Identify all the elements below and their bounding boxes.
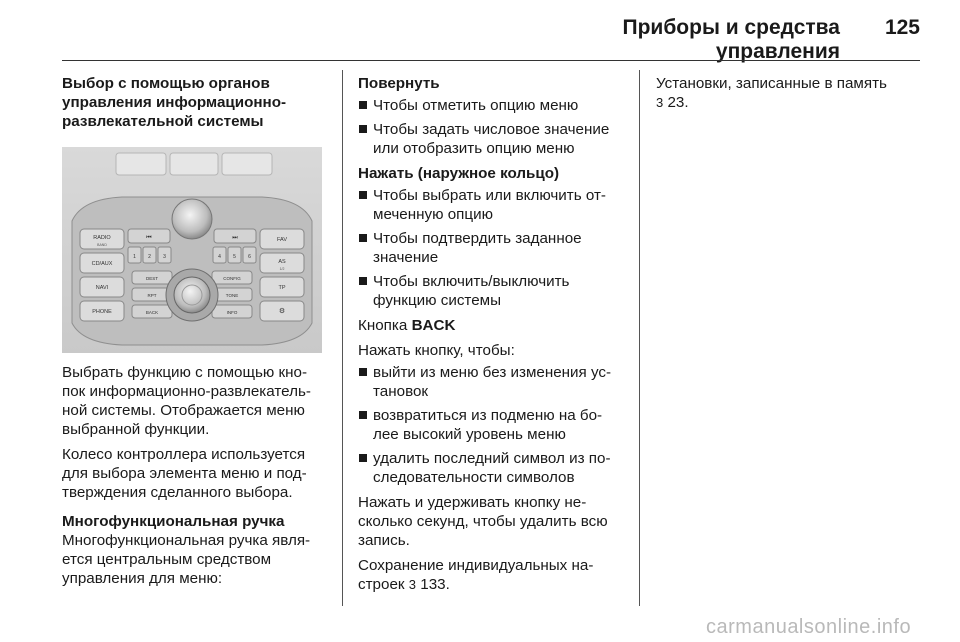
press-list: [358, 186, 626, 310]
preset-2-label: 2: [148, 254, 151, 260]
phone-label: PHONE: [92, 309, 112, 315]
page-reference-link[interactable]: 23.: [667, 94, 689, 111]
preset-1-label: 1: [133, 254, 136, 260]
seek-back-icon: ⏮: [146, 234, 152, 241]
press-button-text: Нажать кнопку, чтобы:: [358, 342, 515, 359]
column-divider-2: [639, 70, 640, 606]
column-divider-1: [342, 70, 343, 606]
page-number: 125: [884, 16, 920, 39]
column-3: [656, 74, 920, 112]
multifunction-knob[interactable]: [174, 277, 210, 313]
back-list: [358, 363, 626, 487]
turn-list: [358, 96, 626, 158]
bullet-icon: [359, 368, 367, 376]
save-settings-text: Сохранение индивидуальных на-строек 3 133.: [358, 557, 594, 593]
bullet-icon: [359, 191, 367, 199]
radio-label: RADIO: [93, 235, 111, 241]
preset-buttons-left: [128, 247, 171, 263]
bullet-icon: [359, 411, 367, 419]
as-label: AS: [278, 259, 286, 265]
rpt-label: RPT: [147, 293, 157, 298]
tp-label: TP: [278, 285, 286, 291]
preset-5-label: 5: [233, 254, 236, 260]
column-1: [62, 74, 327, 588]
info-label: INFO: [226, 310, 238, 315]
memory-settings-text: Установки, записанные в память 3 23.: [656, 75, 887, 111]
reference-arrow-icon: 3: [408, 577, 417, 592]
paragraph-wheel: Колесо контроллера используется для выбора элемента меню и под-тверждения сделанного выбора.: [62, 446, 307, 501]
control-panel-figure: [62, 147, 322, 353]
button-back-heading: Кнопка BACK: [358, 317, 456, 334]
reference-arrow-icon: 3: [656, 95, 664, 110]
preset-6-label: 6: [248, 254, 251, 260]
header-divider: [62, 60, 920, 61]
fav-label: FAV: [277, 237, 287, 243]
subheading-knob: Многофункциональная ручка: [62, 513, 285, 530]
list-item: Чтобы включить/выключить функцию системы: [358, 272, 626, 310]
preset-3-label: 3: [163, 254, 166, 260]
as-sub-label: 1/2: [279, 267, 285, 271]
preset-buttons-right: [213, 247, 256, 263]
list-item: Чтобы подтвердить заданное значение: [358, 229, 626, 267]
paragraph-buttons: Выбрать функцию с помощью кно-пок информационно-развлекатель-ной системы. Отображается меню выбранной функции.: [62, 364, 311, 438]
bullet-icon: [359, 234, 367, 242]
section-heading: Выбор с помощью органов управления информационно-развлекательной системы: [62, 75, 287, 130]
tone-label: TONE: [225, 293, 239, 298]
settings-icon: ⚙: [278, 307, 286, 315]
column-2: [358, 74, 626, 594]
config-label: CONFIG: [223, 276, 241, 281]
volume-knob: [172, 199, 212, 239]
bullet-icon: [359, 101, 367, 109]
cd-aux-label: CD/AUX: [91, 261, 113, 267]
page-header-title: Приборы и средства управления: [622, 16, 840, 63]
bullet-icon: [359, 125, 367, 133]
bullet-icon: [359, 454, 367, 462]
heading-press: Нажать (наружное кольцо): [358, 165, 560, 182]
list-item: выйти из меню без изменения ус-тановок: [358, 363, 626, 401]
paragraph-knob: Многофункциональная ручка явля-ется центральным средством управления для меню:: [62, 532, 311, 587]
watermark: carmanualsonline.info: [706, 616, 912, 638]
dest-label: DEST: [145, 276, 159, 281]
hold-text: Нажать и удерживать кнопку не-сколько секунд, чтобы удалить всю запись.: [358, 494, 608, 549]
bullet-icon: [359, 277, 367, 285]
back-label: BACK: [145, 310, 159, 315]
list-item: Чтобы задать числовое значение или отобразить опцию меню: [358, 120, 626, 158]
preset-4-label: 4: [218, 254, 221, 260]
list-item: Чтобы отметить опцию меню: [358, 96, 626, 115]
back-button-name: BACK: [411, 317, 456, 334]
list-item: Чтобы выбрать или включить от-меченную опцию: [358, 186, 626, 224]
heading-turn: Повернуть: [358, 75, 440, 92]
radio-sub-label: BAND: [97, 243, 107, 247]
list-item: возвратиться из подменю на бо-лее высокий уровень меню: [358, 406, 626, 444]
navi-label: NAVI: [95, 285, 109, 291]
list-item: удалить последний символ из по-следовательности символов: [358, 449, 626, 487]
page-reference-link[interactable]: 133.: [420, 576, 450, 593]
seek-forward-icon: ⏭: [232, 234, 238, 241]
